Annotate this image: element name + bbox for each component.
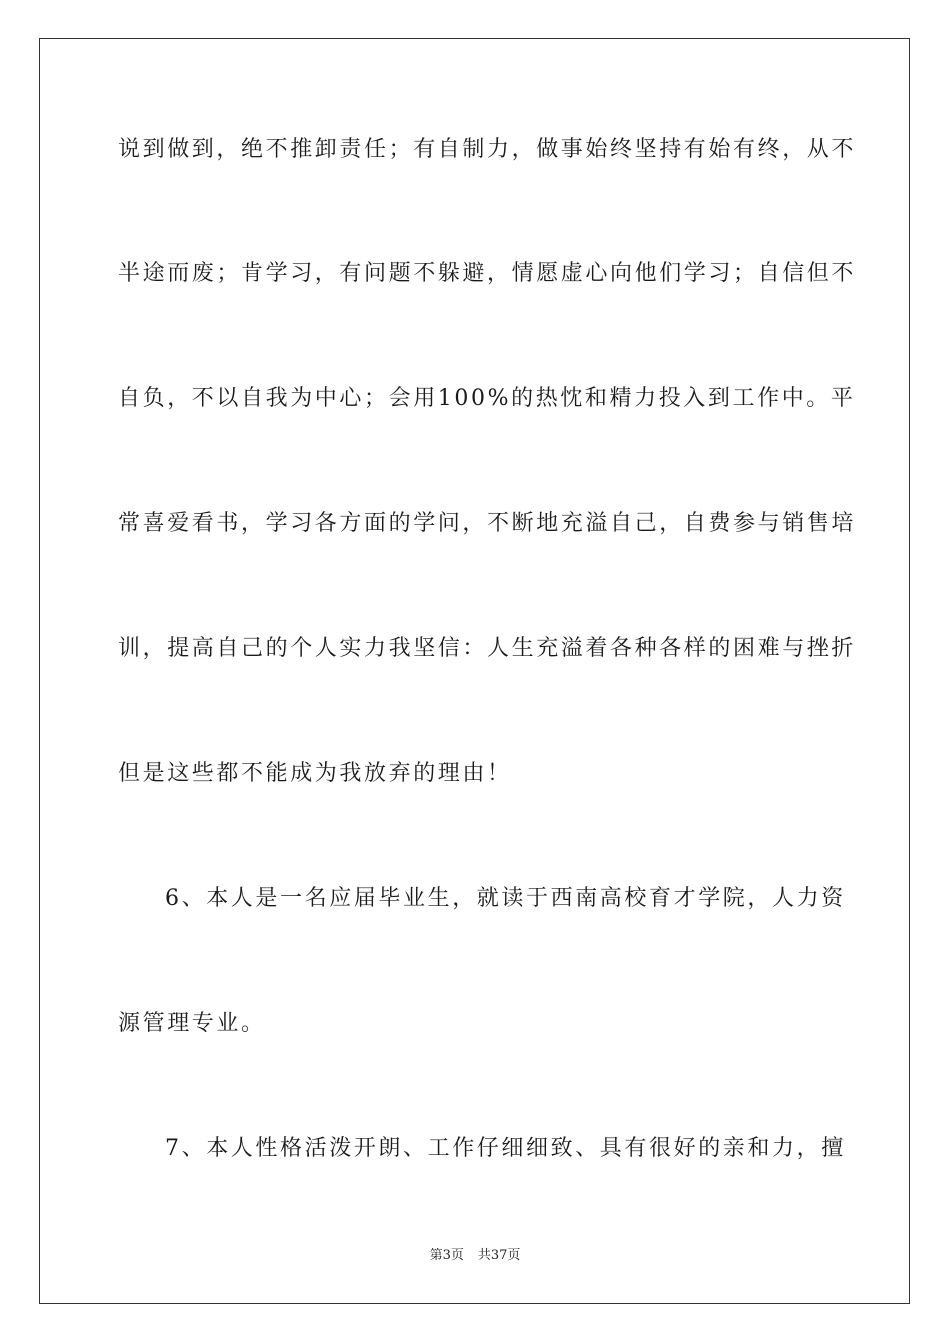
paragraph-7-line-1: 7、本人性格活泼开朗、工作仔细细致、具有很好的亲和力，擅 [165, 1136, 846, 1161]
total-pages: 共37页 [477, 1248, 521, 1263]
body-text-line-1: 说到做到，绝不推卸责任；有自制力，做事始终坚持有始有终，从不 [118, 137, 857, 162]
page-footer [0, 1247, 950, 1265]
body-text-line-6: 但是这些都不能成为我放弃的理由！ [118, 761, 512, 786]
body-text-line-4: 常喜爱看书，学习各方面的学问，不断地充溢自己，自费参与销售培 [118, 511, 857, 536]
page-frame [39, 38, 910, 1304]
body-text-line-3: 自负，不以自我为中心；会用100%的热忱和精力投入到工作中。平 [118, 386, 856, 411]
paragraph-6-line-2: 源管理专业。 [118, 1011, 266, 1036]
paragraph-6-line-1: 6、本人是一名应届毕业生，就读于西南高校育才学院，人力资 [165, 886, 846, 911]
body-text-line-5: 训，提高自己的个人实力我坚信：人生充溢着各种各样的困难与挫折 [118, 636, 857, 661]
body-text-line-2: 半途而废；肯学习，有问题不躲避，情愿虚心向他们学习；自信但不 [118, 261, 857, 286]
page-number: 第3页 [429, 1248, 464, 1263]
